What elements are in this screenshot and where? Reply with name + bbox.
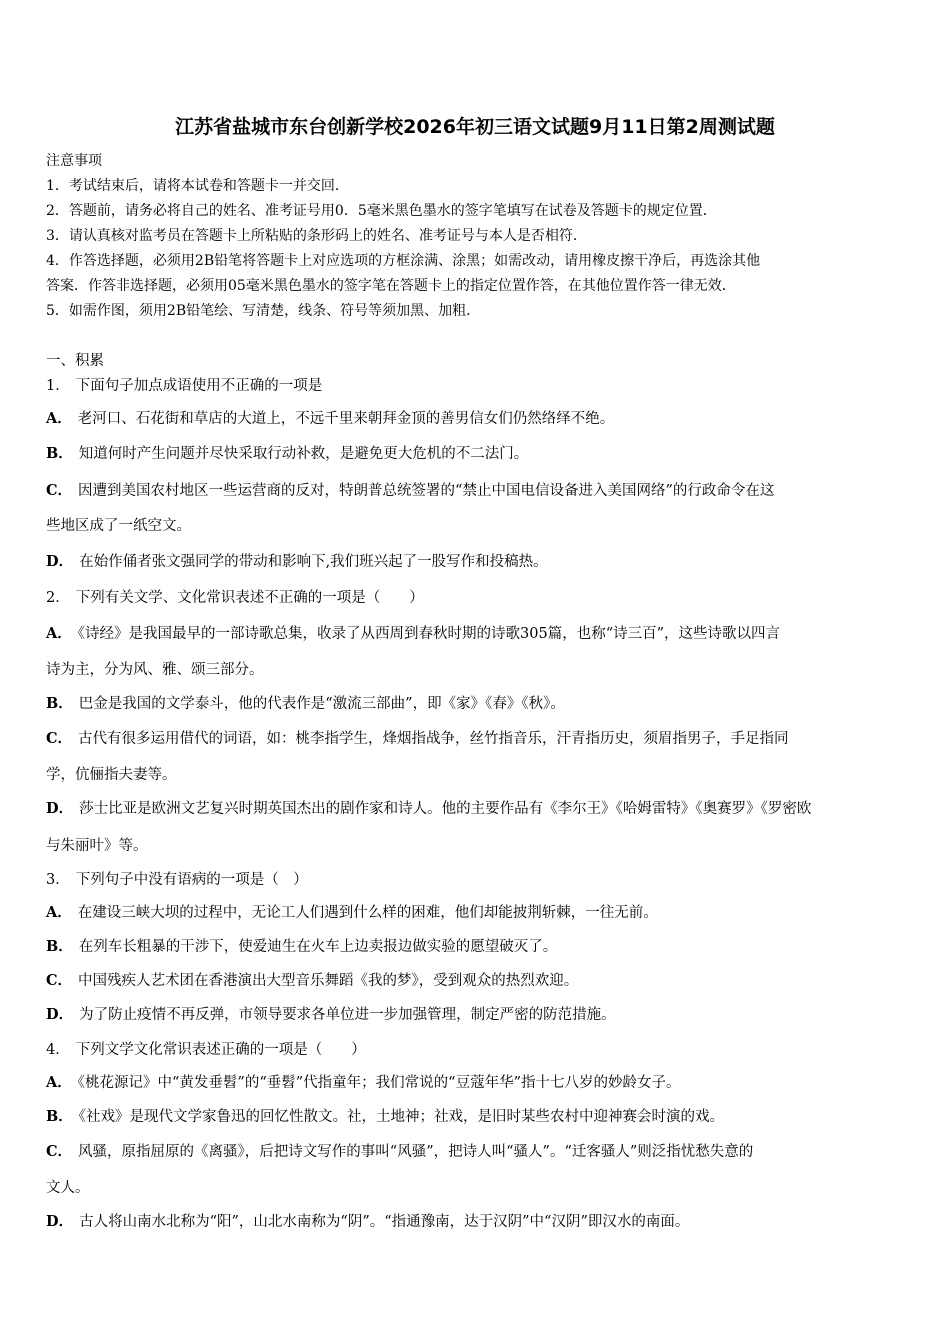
option-text: 巴金是我国的文学泰斗，他的代表作是“激流三部曲”，即《家》《春》《秋》。 xyxy=(78,696,565,712)
option-text: 古代有很多运用借代的词语，如：桃李指学生，烽烟指战争，丝竹指音乐，汗青指历史，须眉指男子，手足指同 xyxy=(78,731,789,747)
option-label: D． xyxy=(46,1213,74,1230)
notice-item: 3．请认真核对监考员在答题卡上所粘贴的条形码上的姓名、准考证号与本人是否相符． xyxy=(46,228,587,244)
option-a xyxy=(46,409,916,429)
notice-heading: 注意事项 xyxy=(46,153,102,169)
option-text: 为了防止疫情不再反弹，市领导要求各单位进一步加强管理，制定严密的防范措施。 xyxy=(79,1007,616,1023)
option-b xyxy=(46,694,916,714)
option-label: D． xyxy=(46,800,74,817)
option-text: 风骚，原指屈原的《离骚》，后把诗文写作的事叫“风骚”，把诗人叫“骚人”。“迁客骚人”则泛指忧愁失意的 xyxy=(78,1144,754,1160)
option-c xyxy=(46,971,916,991)
notice-item: 2．答题前，请务必将自己的姓名、准考证号用0．5毫米黑色墨水的签字笔填写在试卷及答题卡的规定位置． xyxy=(46,203,717,219)
option-label: C． xyxy=(46,1143,73,1160)
option-c xyxy=(46,1142,916,1162)
option-text: 在建设三峡大坝的过程中，无论工人们遇到什么样的困难，他们却能披荆斩棘，一往无前。 xyxy=(77,905,658,921)
option-text: 莎士比亚是欧洲文艺复兴时期英国杰出的剧作家和诗人。他的主要作品有《李尔王》《哈姆雷特》《奥赛罗》《罗密欧 xyxy=(79,801,812,817)
notice-item: 4．作答选择题，必须用2B铅笔将答题卡上对应选项的方框涂满、涂黑；如需改动，请用橡皮擦干净后，再选涂其他 xyxy=(46,253,761,269)
option-d-continued: 与朱丽叶》等。 xyxy=(46,838,148,854)
option-label: A． xyxy=(46,1074,72,1091)
option-d xyxy=(46,1005,916,1025)
question-stem xyxy=(46,588,916,608)
option-text: 知道何时产生问题并尽快采取行动补救，是避免更大危机的不二法门。 xyxy=(78,446,529,462)
option-label: B． xyxy=(46,1108,73,1125)
option-c-continued: 学，伉俪指夫妻等。 xyxy=(46,767,177,783)
option-label: B． xyxy=(46,938,73,955)
option-text: 老河口、石花街和草店的大道上，不远千里来朝拜金顶的善男信女们仍然络绎不绝。 xyxy=(77,411,615,427)
question-number: 3． xyxy=(46,872,70,888)
option-label: C． xyxy=(46,972,73,989)
question-stem xyxy=(46,376,916,396)
option-label: D． xyxy=(46,553,74,570)
option-label: A． xyxy=(46,904,72,921)
option-text: 《桃花源记》中“黄发垂髫”的“垂髫”代指童年；我们常说的“豆蔻年华”指十七八岁的妙龄女子。 xyxy=(77,1075,681,1091)
option-a-continued: 诗为主，分为风、雅、颂三部分。 xyxy=(46,662,264,678)
option-b xyxy=(46,444,916,464)
option-text: 《诗经》是我国最早的一部诗歌总集，收录了从西周到春秋时期的诗歌305篇，也称“诗三百”，这些诗歌以四言 xyxy=(77,626,781,642)
page-title: 江苏省盐城市东台创新学校2026年初三语文试题9月11日第2周测试题 xyxy=(175,116,775,138)
option-text: 《社戏》是现代文学家鲁迅的回忆性散文。社，土地神；社戏，是旧时某些农村中迎神赛会时演的戏。 xyxy=(78,1109,725,1125)
question-stem xyxy=(46,870,916,890)
option-d xyxy=(46,799,916,819)
option-label: D． xyxy=(46,1006,74,1023)
option-b xyxy=(46,1107,916,1127)
notice-item: 答案．作答非选择题，必须用05毫米黑色墨水的签字笔在答题卡上的指定位置作答，在其他位置作答一律无效． xyxy=(46,278,736,294)
notice-item: 5．如需作图，须用2B铅笔绘、写清楚，线条、符号等须加黑、加粗． xyxy=(46,303,481,319)
option-label: A． xyxy=(46,625,72,642)
question-stem xyxy=(46,1040,916,1060)
option-a xyxy=(46,903,916,923)
option-d xyxy=(46,1212,916,1232)
question-number: 4． xyxy=(46,1042,70,1058)
option-label: C． xyxy=(46,482,73,499)
option-a xyxy=(46,1073,916,1093)
option-text: 中国残疾人艺术团在香港演出大型音乐舞蹈《我的梦》，受到观众的热烈欢迎。 xyxy=(78,973,579,989)
question-text: 下列有关文学、文化常识表述不正确的一项是（ ） xyxy=(75,590,424,606)
question-text: 下列句子中没有语病的一项是（ ） xyxy=(75,872,308,888)
option-label: B． xyxy=(46,695,73,712)
option-label: C． xyxy=(46,730,73,747)
option-c xyxy=(46,481,916,501)
option-d xyxy=(46,552,916,572)
question-number: 2． xyxy=(46,590,70,606)
option-b xyxy=(46,937,916,957)
question-number: 1． xyxy=(46,378,70,394)
option-text: 在始作俑者张文强同学的带动和影响下,我们班兴起了一股写作和投稿热。 xyxy=(79,554,548,570)
option-text: 古人将山南水北称为“阳”，山北水南称为“阴”。“指通豫南，达于汉阴”中“汉阴”即汉水的南面。 xyxy=(79,1214,690,1230)
question-text: 下列文学文化常识表述正确的一项是（ ） xyxy=(75,1042,366,1058)
option-label: B． xyxy=(46,445,73,462)
option-text: 在列车长粗暴的干涉下，使爱迪生在火车上边卖报边做实验的愿望破灭了。 xyxy=(78,939,558,955)
notice-item: 1．考试结束后，请将本试卷和答题卡一并交回． xyxy=(46,178,349,194)
section-heading: 一、积累 xyxy=(46,353,104,369)
option-text: 因遭到美国农村地区一些运营商的反对，特朗普总统签署的“禁止中国电信设备进入美国网络”的行政命令在这 xyxy=(78,483,775,499)
question-text: 下面句子加点成语使用不正确的一项是 xyxy=(75,378,323,394)
option-a xyxy=(46,624,916,644)
option-label: A． xyxy=(46,410,72,427)
option-c-continued: 文人。 xyxy=(46,1180,90,1196)
option-c-continued: 些地区成了一纸空文。 xyxy=(46,518,191,534)
option-c xyxy=(46,729,916,749)
